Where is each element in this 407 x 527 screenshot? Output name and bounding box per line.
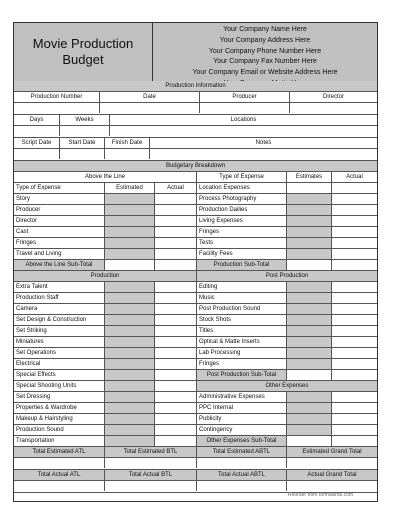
label: Weeks xyxy=(59,115,109,125)
form-cell[interactable] xyxy=(154,348,196,358)
expense-label: Miniatures xyxy=(16,339,44,345)
form-cell[interactable] xyxy=(286,260,331,270)
label: Locations xyxy=(109,115,377,125)
form-cell[interactable] xyxy=(154,425,196,435)
form-cell[interactable] xyxy=(154,392,196,402)
expense-label: Properties & Wardrobe xyxy=(16,405,77,411)
form-cell[interactable] xyxy=(104,149,149,159)
form-cell[interactable] xyxy=(196,481,286,491)
form-cell[interactable] xyxy=(104,370,154,380)
form-cell[interactable] xyxy=(331,183,377,193)
label: Finish Date xyxy=(104,138,149,148)
section-heading: Production xyxy=(14,271,196,281)
form-row xyxy=(14,138,377,149)
form-header xyxy=(14,23,377,82)
form-row xyxy=(14,470,377,481)
form-cell[interactable] xyxy=(286,337,331,347)
label: Actual xyxy=(331,172,377,182)
expense-label: Administrative Expenses xyxy=(196,392,286,402)
label: Actual xyxy=(154,183,196,193)
label: Above the Line xyxy=(84,174,126,180)
form-cell[interactable] xyxy=(286,414,331,424)
expense-label: Set Design & Construction xyxy=(16,317,87,323)
form-cell[interactable] xyxy=(104,392,154,402)
subtotal-label: Other Expenses Sub-Total xyxy=(196,436,286,446)
form-cell[interactable] xyxy=(286,481,377,491)
label: Script Date xyxy=(21,140,52,146)
form-row xyxy=(14,249,377,260)
form-cell[interactable] xyxy=(331,304,377,314)
expense-label: Electrical xyxy=(16,361,41,367)
form-row xyxy=(14,359,377,370)
form-cell[interactable] xyxy=(154,370,196,380)
title-line-2: Budget xyxy=(62,52,104,67)
form-cell[interactable] xyxy=(104,414,154,424)
form-cell[interactable] xyxy=(154,227,196,237)
form-cell[interactable] xyxy=(331,227,377,237)
form-cell[interactable] xyxy=(286,304,331,314)
form-cell[interactable] xyxy=(104,348,154,358)
total-label: Total Estimated BTL xyxy=(104,447,196,457)
form-row xyxy=(14,436,377,447)
locations-field[interactable] xyxy=(109,126,377,136)
form-cell[interactable] xyxy=(154,315,196,325)
form-cell[interactable] xyxy=(196,458,286,468)
subtotal-label: Post Production Sub-Total xyxy=(196,370,286,380)
total-label: Total Estimated ABTL xyxy=(196,447,286,457)
form-row xyxy=(14,370,377,381)
section-heading: Other Expenses xyxy=(196,381,377,391)
form-row xyxy=(14,149,377,161)
expense-label: Contingency xyxy=(196,425,286,435)
form-cell[interactable] xyxy=(286,458,377,468)
title-line-1: Movie Production xyxy=(32,36,134,51)
date-field[interactable] xyxy=(99,103,199,113)
label: Notes xyxy=(149,138,377,148)
expense-label: Extra Talent xyxy=(16,284,48,290)
total-label: Total Actual ABTL xyxy=(196,470,286,480)
label: Type of Expense xyxy=(16,185,61,191)
form-cell[interactable] xyxy=(104,359,154,369)
form-cell[interactable] xyxy=(104,227,154,237)
form-row xyxy=(14,126,377,138)
company-line: Your Company Address Here xyxy=(219,36,311,44)
form-row xyxy=(14,414,377,425)
form-cell[interactable] xyxy=(154,194,196,204)
producer-field[interactable] xyxy=(199,103,289,113)
form-cell[interactable] xyxy=(154,293,196,303)
form-cell[interactable] xyxy=(154,414,196,424)
form-cell[interactable] xyxy=(104,425,154,435)
form-cell[interactable] xyxy=(331,194,377,204)
expense-label: Set Dressing xyxy=(16,394,51,400)
expense-label: Story xyxy=(16,196,31,202)
expense-label: Makeup & Hairstyling xyxy=(16,416,73,422)
form-cell[interactable] xyxy=(154,337,196,347)
total-label: Total Actual ATL xyxy=(14,470,104,480)
form-row xyxy=(14,282,377,293)
expense-label: Transportation xyxy=(16,438,55,444)
form-cell[interactable] xyxy=(286,282,331,292)
form-cell[interactable] xyxy=(286,227,331,237)
expense-label: Optical & Matte Inserts xyxy=(196,337,286,347)
section-heading: Production Information xyxy=(14,81,377,91)
form-row xyxy=(14,392,377,403)
form-cell[interactable] xyxy=(154,260,196,270)
expense-label: Fringes xyxy=(196,359,286,369)
form-cell[interactable] xyxy=(286,392,331,402)
form-cell[interactable] xyxy=(104,337,154,347)
expense-label: Tests xyxy=(196,238,286,248)
form-title xyxy=(14,23,153,81)
budget-grid xyxy=(14,81,377,493)
days-field[interactable] xyxy=(14,126,59,136)
label: Director xyxy=(289,92,377,102)
form-cell[interactable] xyxy=(104,216,154,226)
expense-label: Camera xyxy=(16,306,38,312)
form-cell[interactable] xyxy=(286,359,331,369)
total-label: Actual Grand Total xyxy=(286,470,377,480)
expense-label: Post Production Sound xyxy=(196,304,286,314)
form-row xyxy=(14,403,377,414)
label: Days xyxy=(29,117,44,123)
form-row xyxy=(14,326,377,337)
expense-label: Production Dailies xyxy=(196,205,286,215)
form-cell[interactable] xyxy=(104,403,154,413)
form-cell[interactable] xyxy=(331,436,377,446)
label: Estimates xyxy=(286,172,331,182)
form-row xyxy=(14,161,377,172)
label: Production Number xyxy=(30,94,83,100)
form-row xyxy=(14,315,377,326)
form-cell[interactable] xyxy=(331,216,377,226)
form-cell[interactable] xyxy=(286,249,331,259)
expense-label: Production Sound xyxy=(16,427,64,433)
form-cell[interactable] xyxy=(331,392,377,402)
company-line: Your Company Name Here xyxy=(223,26,307,33)
form-cell[interactable] xyxy=(104,381,154,391)
expense-label: Publicity xyxy=(196,414,286,424)
weeks-field[interactable] xyxy=(59,126,109,136)
company-line: Your Company Fax Number Here xyxy=(213,58,317,66)
form-row xyxy=(14,238,377,249)
form-cell[interactable] xyxy=(331,249,377,259)
form-row xyxy=(14,103,377,115)
form-cell[interactable] xyxy=(331,315,377,325)
form-cell[interactable] xyxy=(286,425,331,435)
form-cell[interactable] xyxy=(331,205,377,215)
form-cell[interactable] xyxy=(154,403,196,413)
form-row xyxy=(14,447,377,458)
form-row xyxy=(14,381,377,392)
form-cell[interactable] xyxy=(331,238,377,248)
form-cell[interactable] xyxy=(331,326,377,336)
form-cell[interactable] xyxy=(286,183,331,193)
expense-label: Living Expenses xyxy=(196,216,286,226)
form-cell[interactable] xyxy=(331,337,377,347)
section-heading: Post Production xyxy=(196,271,377,281)
expense-label: PPC Internal xyxy=(196,403,286,413)
form-row xyxy=(14,183,377,194)
expense-label: Set Operations xyxy=(16,350,57,356)
form-cell[interactable] xyxy=(286,238,331,248)
total-label: Total Actual BTL xyxy=(104,470,196,480)
form-cell[interactable] xyxy=(286,315,331,325)
total-label: Total Estimated ATL xyxy=(14,447,104,457)
footer-note: Reorder from formsbirds.com xyxy=(288,492,354,498)
form-cell[interactable] xyxy=(286,194,331,204)
form-cell[interactable] xyxy=(104,304,154,314)
expense-label: Director xyxy=(16,218,38,224)
label: Estimated xyxy=(104,183,154,193)
form-cell[interactable] xyxy=(331,293,377,303)
form-cell[interactable] xyxy=(286,216,331,226)
section-heading: Budgetary Breakdown xyxy=(14,161,377,171)
expense-label: Production Staff xyxy=(16,295,59,301)
expense-label: Producer xyxy=(16,207,41,213)
subtotal-label: Above the Line Sub-Total xyxy=(14,260,104,270)
form-cell[interactable] xyxy=(14,149,59,159)
form-row xyxy=(14,92,377,103)
form-cell[interactable] xyxy=(14,481,104,491)
form-cell[interactable] xyxy=(154,205,196,215)
form-cell[interactable] xyxy=(104,315,154,325)
expense-label: Fringes xyxy=(16,240,37,246)
form-cell[interactable] xyxy=(154,359,196,369)
expense-label: Special Effects xyxy=(16,372,56,378)
form-cell[interactable] xyxy=(104,194,154,204)
expense-label: Location Expenses xyxy=(196,183,286,193)
expense-label: Music xyxy=(196,293,286,303)
expense-label: Cast xyxy=(16,229,29,235)
label: Start Date xyxy=(59,138,104,148)
expense-label: Special Shooting Units xyxy=(16,383,77,389)
label: Type of Expense xyxy=(196,172,286,182)
form-row xyxy=(14,260,377,271)
form-cell[interactable] xyxy=(286,293,331,303)
expense-label: Travel and Living xyxy=(16,251,62,257)
form-cell[interactable] xyxy=(104,282,154,292)
form-cell[interactable] xyxy=(104,205,154,215)
form-cell[interactable] xyxy=(331,425,377,435)
expense-label: Titles xyxy=(196,326,286,336)
form-cell[interactable] xyxy=(154,304,196,314)
company-line: Your Company Email or Website Address Here xyxy=(192,69,338,77)
form-cell[interactable] xyxy=(286,403,331,413)
form-cell[interactable] xyxy=(154,381,196,391)
form-cell[interactable] xyxy=(59,149,104,159)
form-cell[interactable] xyxy=(154,436,196,446)
expense-label: Process Photography xyxy=(196,194,286,204)
company-line: Your Company Phone Number Here xyxy=(208,47,322,55)
form-cell[interactable] xyxy=(331,403,377,413)
form-row xyxy=(14,205,377,216)
form-cell[interactable] xyxy=(331,359,377,369)
label: Producer xyxy=(199,92,289,102)
form-row xyxy=(14,304,377,315)
form-cell[interactable] xyxy=(154,326,196,336)
expense-label: Fringes xyxy=(196,227,286,237)
form-cell[interactable] xyxy=(104,458,196,468)
form-cell[interactable] xyxy=(154,216,196,226)
expense-label: Stock Shots xyxy=(196,315,286,325)
notes-field[interactable] xyxy=(149,149,377,159)
form-row xyxy=(14,115,377,126)
form-row xyxy=(14,271,377,282)
form-cell[interactable] xyxy=(14,458,104,468)
form-cell[interactable] xyxy=(286,348,331,358)
form-cell[interactable] xyxy=(104,249,154,259)
form-row xyxy=(14,337,377,348)
budget-form xyxy=(13,22,378,502)
form-cell[interactable] xyxy=(104,260,154,270)
total-label: Estimated Grand Total xyxy=(286,447,377,457)
form-cell[interactable] xyxy=(331,414,377,424)
form-cell[interactable] xyxy=(331,348,377,358)
label: Date xyxy=(99,92,199,102)
director-field[interactable] xyxy=(289,103,377,113)
form-cell[interactable] xyxy=(154,249,196,259)
form-cell[interactable] xyxy=(154,282,196,292)
form-cell[interactable] xyxy=(286,205,331,215)
form-row xyxy=(14,425,377,436)
form-cell[interactable] xyxy=(331,260,377,270)
form-row xyxy=(14,227,377,238)
form-cell[interactable] xyxy=(286,436,331,446)
expense-label: Facility Fees xyxy=(196,249,286,259)
form-cell[interactable] xyxy=(286,326,331,336)
form-row xyxy=(14,348,377,359)
form-cell[interactable] xyxy=(104,326,154,336)
form-cell[interactable] xyxy=(331,370,377,380)
subtotal-label: Production Sub-Total xyxy=(196,260,286,270)
expense-label: Lab Processing xyxy=(196,348,286,358)
expense-label: Set Striking xyxy=(16,328,47,334)
form-row xyxy=(14,216,377,227)
form-cell[interactable] xyxy=(104,481,196,491)
form-cell[interactable] xyxy=(104,436,154,446)
production-number-field[interactable] xyxy=(14,103,99,113)
form-cell[interactable] xyxy=(286,370,331,380)
form-cell[interactable] xyxy=(104,293,154,303)
form-row xyxy=(14,81,377,92)
form-row xyxy=(14,172,377,183)
form-cell[interactable] xyxy=(104,238,154,248)
form-row xyxy=(14,458,377,470)
expense-label: Editing xyxy=(196,282,286,292)
form-row xyxy=(14,293,377,304)
form-row xyxy=(14,194,377,205)
form-cell[interactable] xyxy=(154,238,196,248)
form-cell[interactable] xyxy=(331,282,377,292)
